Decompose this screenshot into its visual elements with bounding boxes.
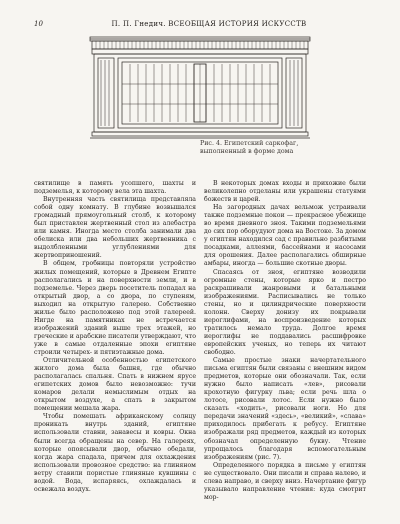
page-header: [34, 18, 366, 30]
paragraph: Чтобы помешать африканскому солнцу проникать внутрь зданий, египтяне использовали ставни, занавесы и ковры. Окна были всегда обращены на север. На галереях, которые опоясывали двор, обычно обедали, когда жара спадала, причем для охлаждения использовали провозное средство: на глиняном ветру ставили пористые глиняные кувшины с водой. Вода, испаряясь, охлаждалась и освежала воздух.: [34, 413, 196, 493]
paragraph: В общем, гробницы повторяли устройство жилых помещений, которые в Древнем Египте располагались и на поверхности земли, и в подземелье. Через дверь посетитель попадал на открытый двор, а со двора, по ступеням, выходил на открытую галерею. Собственно жилье было расположено под этой галереей. Нигде на памятниках не встречается изображений зданий выше трех этажей, но греческие и арабские писатели утверждают, что уже в самые отдаленные эпохи египтяне строили четырех- и пятиэтажные дома.: [34, 260, 196, 356]
page-number: 10: [34, 20, 43, 28]
right-text-column: [204, 180, 366, 502]
paragraph: Отличительной особенностью египетского жилого дома была башня, где обычно располагалась спальня. Спать в нижнем ярусе египетских домов было невозможно: тучи комаров делали немыслимым отдых на открытом воздухе, а спать в закрытом помещении мешала жара.: [34, 357, 196, 413]
paragraph: святилище в память усопшего, шахты и подземелья, к которому вела эта шахта.: [34, 180, 196, 196]
caption-line: выполненный в форме дома: [200, 148, 294, 155]
paragraph: На загородных дачах вельмож устраивали также подземные покои — прекрасное убежище во время дневного зноя. Такими подземельями до сих пор оборудуют дома на Востоке. За домом у египтян находился сад с правильно разбитыми посадками, аллеями, бассейнами и насосами для орошения. Далее располагались обширные амбары, иногда — большие скотные дворы.: [204, 204, 366, 268]
paragraph: Определенного порядка в письме у египтян не существовало. Они писали и справа налево, и слева направо, и сверху вниз. Начертание фигур указывало направление чтения: куда смотрит мор-: [204, 461, 366, 501]
paragraph: Самые простые знаки начертательного письма египтян были связаны с внешним видом предметов, которые они обозначали. Так, если нужно было написать «лев», рисовали крохотную фигурку льва; если речь шла о лотосе, рисовали лотос. Если нужно было сказать «ходить», рисовали ноги. Но для передачи значений «здесь», «великий», «слава» приходилось прибегать к ребусу. Египтяне изображали ряд предметов, каждый из которых обозначал определенную букву. Чтение упрощалось благодаря вспомогательным изображениям (рис. 7).: [204, 357, 366, 461]
sarcophagus-illustration: [88, 34, 312, 142]
left-text-column: [34, 180, 196, 494]
paragraph: Спасаясь от зноя, египтяне возводили огромные стены, которые ярко и пестро раскрашивали жанровыми и батальными изображениями. Расписывались не только стены, но и цилиндрические поверхности колонн. Сверху донизу их покрывали иероглифами, на воспроизведение которых тратилось немало труда. Долгое время иероглифы не поддавались расшифровке европейских ученых, но теперь их читают свободно.: [204, 268, 366, 356]
paragraph: В некоторых домах входы и прихожие были великолепно отделаны или украшены статуями божеств и царей.: [204, 180, 366, 204]
figure-caption: [200, 140, 370, 156]
caption-line: Рис. 4. Египетский саркофаг,: [200, 140, 299, 147]
paragraph: Внутренняя часть святилища представляла собой одну комнату. В глубине возвышался громадный прямоугольный столб, к которому был приставлен жертвенный стол из алебастра или камня. Иногда место столба занимали два обелиска или два небольших жертвенника с выдолбленными углублениями для жертвоприношений.: [34, 196, 196, 260]
running-title: П. П. Гнедич. ВСЕОБЩАЯ ИСТОРИЯ ИСКУССТВ: [111, 20, 307, 28]
